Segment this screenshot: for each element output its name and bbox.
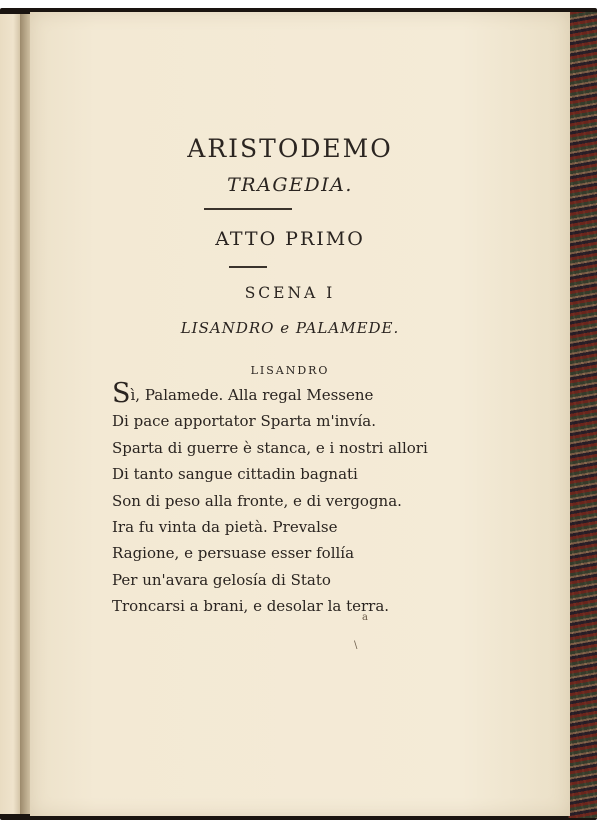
verse-line: Di tanto sangue cittadin bagnati (112, 465, 358, 484)
title-rule (204, 208, 292, 210)
verse-line (112, 378, 428, 409)
catchword: a (362, 612, 368, 623)
marbled-edge (568, 12, 597, 818)
drop-cap: S (112, 378, 131, 409)
scene-heading: SCENA I (244, 284, 336, 302)
book-page (30, 12, 570, 816)
verse-block (112, 378, 428, 620)
scene-characters: LISANDRO e PALAMEDE. (180, 319, 400, 337)
verse-line: Sparta di guerre è stanca, e i nostri allori (112, 438, 428, 457)
act-heading: ATTO PRIMO (215, 228, 365, 250)
verse-line: Di pace apportator Sparta m'invía. (112, 412, 377, 431)
act-rule (229, 266, 267, 268)
left-page-edge (0, 14, 22, 814)
verse-line: Ragione, e persuase esser follía (112, 544, 355, 563)
verse-line: Son di peso alla fronte, e di vergogna. (112, 491, 402, 510)
verse-line: Per un'avara gelosía di Stato (112, 570, 331, 589)
verse-line: Troncarsi a brani, e desolar la terra. (112, 597, 390, 616)
verse-line-text: ì, Palamede. Alla regal Messene (130, 386, 374, 404)
play-subtitle: TRAGEDIA. (227, 174, 353, 196)
play-title: ARISTODEMO (187, 134, 393, 163)
speaker-name: LISANDRO (250, 364, 330, 377)
verse-line: Ira fu vinta da pietà. Prevalse (112, 518, 338, 537)
ink-speck: \ (354, 640, 358, 651)
